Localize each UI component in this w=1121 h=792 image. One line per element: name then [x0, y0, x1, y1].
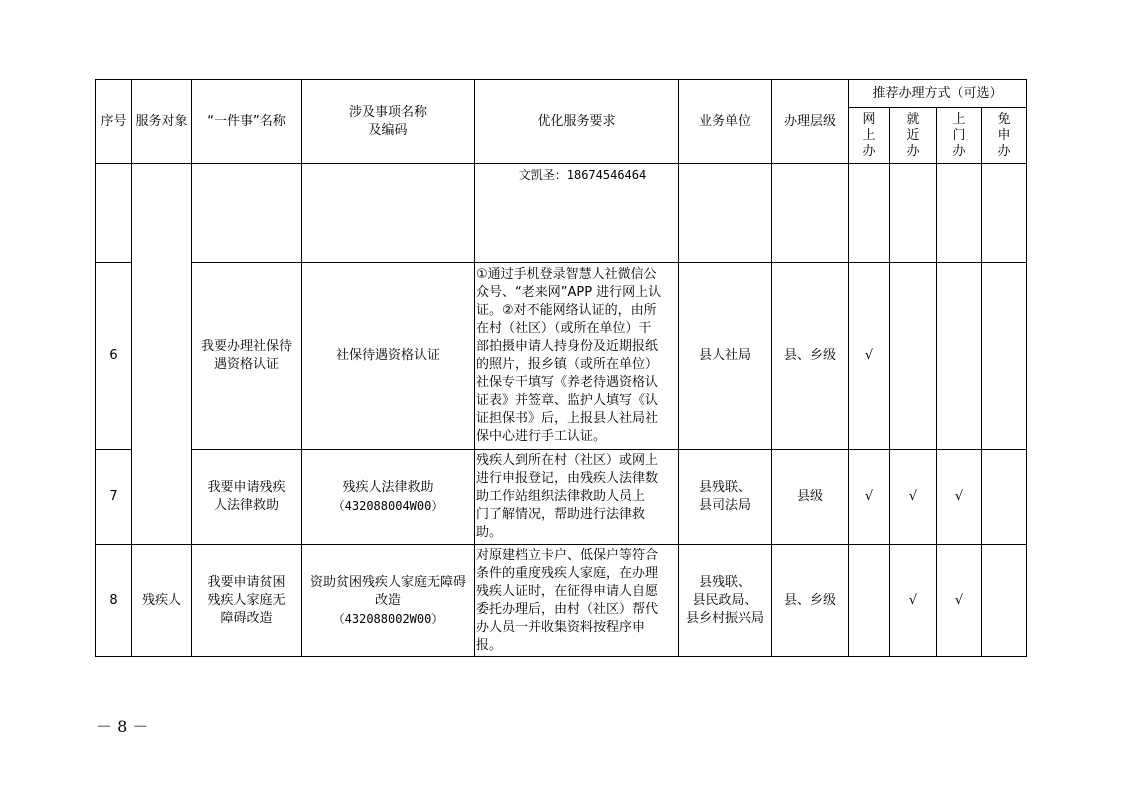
header-exempt-text: 免申办	[997, 111, 1011, 159]
req-line: 对原建档立卡户、低保户等符合	[476, 547, 659, 563]
header-items-line1: 涉及事项名称	[348, 104, 427, 120]
cell-exempt-check	[982, 545, 1027, 657]
cell-one-thing: 我要办理社保待遇资格认证	[192, 263, 302, 450]
req-line: 部拍摄申请人持身份及近期报纸	[476, 339, 659, 354]
header-recommend: 推荐办理方式（可选）	[849, 80, 1027, 108]
header-row-1	[96, 80, 1027, 108]
cell-door	[937, 164, 982, 263]
req-line: 众号、“老来网”APP 进行网上认	[476, 285, 662, 300]
cell-target: 残疾人	[132, 545, 192, 657]
cell-seq: 7	[96, 450, 132, 545]
unit-line: 县残联、	[698, 574, 751, 590]
cell-seq: 8	[96, 545, 132, 657]
item-code: （432088002W00）	[332, 611, 444, 626]
req-line: 在村（社区）（或所在单位）干	[476, 321, 652, 336]
item-code: （432088004W00）	[332, 499, 444, 513]
table-row-8	[96, 545, 1027, 657]
cell-unit: 县人社局	[679, 263, 772, 450]
cell-one-thing: 我要申请残疾人法律救助	[192, 450, 302, 545]
cell-online	[849, 164, 890, 263]
header-items	[302, 80, 475, 164]
cell-online-check	[849, 545, 890, 657]
cell-level: 县级	[772, 450, 849, 545]
cell-nearby-check	[890, 263, 937, 450]
service-table	[95, 79, 1027, 657]
cell-exempt-check	[982, 263, 1027, 450]
cell-requirement	[475, 450, 679, 545]
cell-level: 县、乡级	[772, 545, 849, 657]
req-line: ①通过手机登录智慧人社微信公	[476, 267, 657, 282]
item-name: 残疾人法律救助	[342, 480, 434, 495]
cell-requirement	[475, 164, 679, 263]
req-line: 助。	[476, 525, 503, 540]
header-items-line2: 及编码	[368, 122, 408, 138]
cell-door-check: √	[937, 545, 982, 657]
page-number: － 8 －	[96, 717, 149, 736]
header-nearby-text: 就近办	[906, 111, 920, 159]
req-line: 社保专干填写《养老待遇资格认	[476, 375, 659, 390]
req-line: 报。	[476, 637, 503, 653]
item-name-line1: 资助贫困残疾人家庭无障碍	[309, 574, 466, 590]
header-door-text: 上门办	[952, 111, 966, 159]
unit-line: 县民政局、	[692, 592, 758, 608]
cell-nearby-check: √	[890, 450, 937, 545]
header-online-text: 网上办	[862, 111, 876, 159]
req-line: 残疾人证时，在征得申请人自愿	[476, 583, 659, 599]
cell-item: 社保待遇资格认证	[302, 263, 475, 450]
table-row-7	[96, 450, 1027, 545]
cell-item	[302, 450, 475, 545]
header-seq: 序号	[96, 80, 132, 164]
cell-seq	[96, 164, 132, 263]
unit-line: 县司法局	[698, 498, 751, 513]
cell-seq: 6	[96, 263, 132, 450]
req-line: 证。②对不能网络认证的，由所	[476, 303, 657, 318]
header-unit: 业务单位	[679, 80, 772, 164]
cell-nearby	[890, 164, 937, 263]
req-line: 的照片，报乡镇（或所在单位）	[476, 357, 659, 372]
cell-unit	[679, 164, 772, 263]
cell-exempt-check	[982, 450, 1027, 545]
cell-requirement	[475, 263, 679, 450]
cell-door-check	[937, 263, 982, 450]
cell-item	[302, 545, 475, 657]
cell-unit	[679, 545, 772, 657]
header-nearby	[890, 108, 937, 164]
cell-level: 县、乡级	[772, 263, 849, 450]
header-level: 办理层级	[772, 80, 849, 164]
table-row-6	[96, 263, 1027, 450]
req-line: 残疾人到所在村（社区）或网上	[476, 453, 659, 468]
cell-one-thing: 我要申请贫困残疾人家庭无障碍改造	[192, 545, 302, 657]
contact-phone: 文凯圣：18674546464	[518, 168, 647, 182]
req-line: 证表》并签章、监护人填写《认	[476, 393, 659, 408]
header-exempt	[982, 108, 1027, 164]
req-line: 证担保书》后，上报县人社局社	[476, 411, 659, 426]
cell-exempt	[982, 164, 1027, 263]
req-line: 委托办理后，由村（社区）帮代	[476, 601, 659, 617]
header-target: 服务对象	[132, 80, 192, 164]
cell-door-check: √	[937, 450, 982, 545]
cell-requirement	[475, 545, 679, 657]
cell-online-check: √	[849, 263, 890, 450]
cell-one-thing	[192, 164, 302, 263]
req-line: 办人员一并收集资料按程序申	[476, 619, 646, 635]
header-one-thing: “一件事”名称	[192, 80, 302, 164]
unit-line: 县乡村振兴局	[685, 610, 764, 626]
req-line: 进行申报登记，由残疾人法律数	[476, 471, 659, 486]
req-line: 条件的重度残疾人家庭，在办理	[476, 565, 659, 581]
req-line: 保中心进行手工认证。	[476, 429, 607, 444]
cell-target-merged	[132, 164, 192, 545]
cell-nearby-check: √	[890, 545, 937, 657]
unit-line: 县残联、	[698, 480, 751, 495]
item-name-line2: 改造	[374, 592, 401, 608]
header-online	[849, 108, 890, 164]
req-line: 门了解情况，帮助进行法律救	[476, 507, 646, 522]
cell-level	[772, 164, 849, 263]
cell-item	[302, 164, 475, 263]
cell-online-check: √	[849, 450, 890, 545]
header-door	[937, 108, 982, 164]
table-row-continuation	[96, 164, 1027, 263]
req-line: 助工作站组织法律救助人员上	[476, 489, 646, 504]
cell-unit	[679, 450, 772, 545]
header-requirement: 优化服务要求	[475, 80, 679, 164]
